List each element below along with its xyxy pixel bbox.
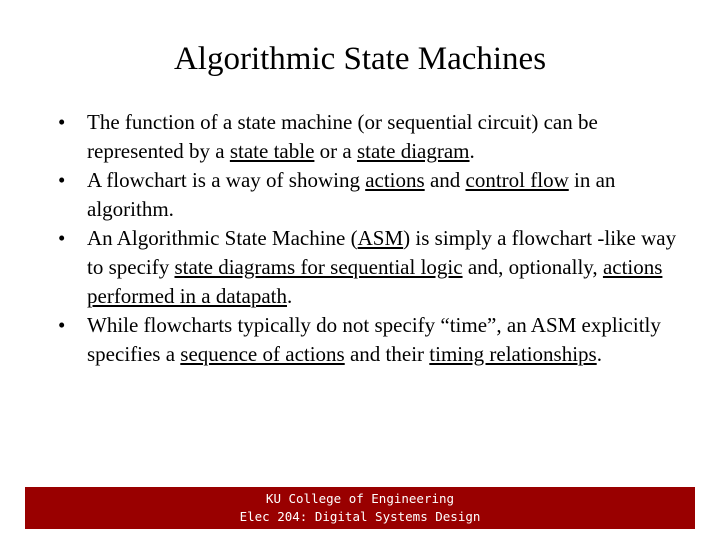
text-run: . <box>469 139 475 163</box>
text-run: While flowcharts typically do not specify “time”, an ASM explicitly specifies a <box>87 313 661 366</box>
text-run: ) is simply a flowchart -like way to specify <box>87 226 677 279</box>
bullet-text <box>87 166 694 224</box>
bullet-icon: • <box>58 168 66 192</box>
text-run: A flowchart is a way of showing <box>87 168 366 192</box>
bullet-item <box>58 108 694 166</box>
bullet-list <box>58 108 694 369</box>
term-sequence-of-actions: sequence of actions <box>180 342 345 366</box>
footer-banner <box>25 487 695 529</box>
text-run: and, optionally, <box>462 255 603 279</box>
term-state-table: state table <box>229 139 315 163</box>
text-run: or a <box>314 139 357 163</box>
bullet-icon: • <box>58 226 66 250</box>
bullet-icon: • <box>58 313 66 337</box>
bullet-text <box>87 108 694 166</box>
bullet-text <box>87 311 694 369</box>
text-run: in an algorithm. <box>87 168 616 221</box>
text-run: . <box>596 342 602 366</box>
term-timing-relationships: timing relationships <box>429 342 597 366</box>
term-asm: ASM <box>357 226 404 250</box>
footer-college: KU College of Engineering <box>265 491 455 506</box>
term-control-flow: control flow <box>465 168 569 192</box>
text-run: The function of a state machine (or sequential circuit) can be represented by a <box>87 110 598 163</box>
term-actions-datapath: actions performed in a datapath <box>87 255 663 308</box>
term-actions: actions <box>365 168 425 192</box>
term-state-diagrams-sequential-logic: state diagrams for sequential logic <box>174 255 463 279</box>
text-run: and their <box>344 342 430 366</box>
bullet-item <box>58 166 694 224</box>
slide-title: Algorithmic State Machines <box>173 41 547 77</box>
text-run: . <box>287 284 293 308</box>
term-state-diagram: state diagram <box>356 139 470 163</box>
bullet-item <box>58 224 694 311</box>
bullet-icon: • <box>58 110 66 134</box>
bullet-item <box>58 311 694 369</box>
footer-course: Elec 204: Digital Systems Design <box>239 509 481 524</box>
text-run: and <box>424 168 466 192</box>
text-run: An Algorithmic State Machine ( <box>87 226 358 250</box>
bullet-text <box>87 224 694 311</box>
